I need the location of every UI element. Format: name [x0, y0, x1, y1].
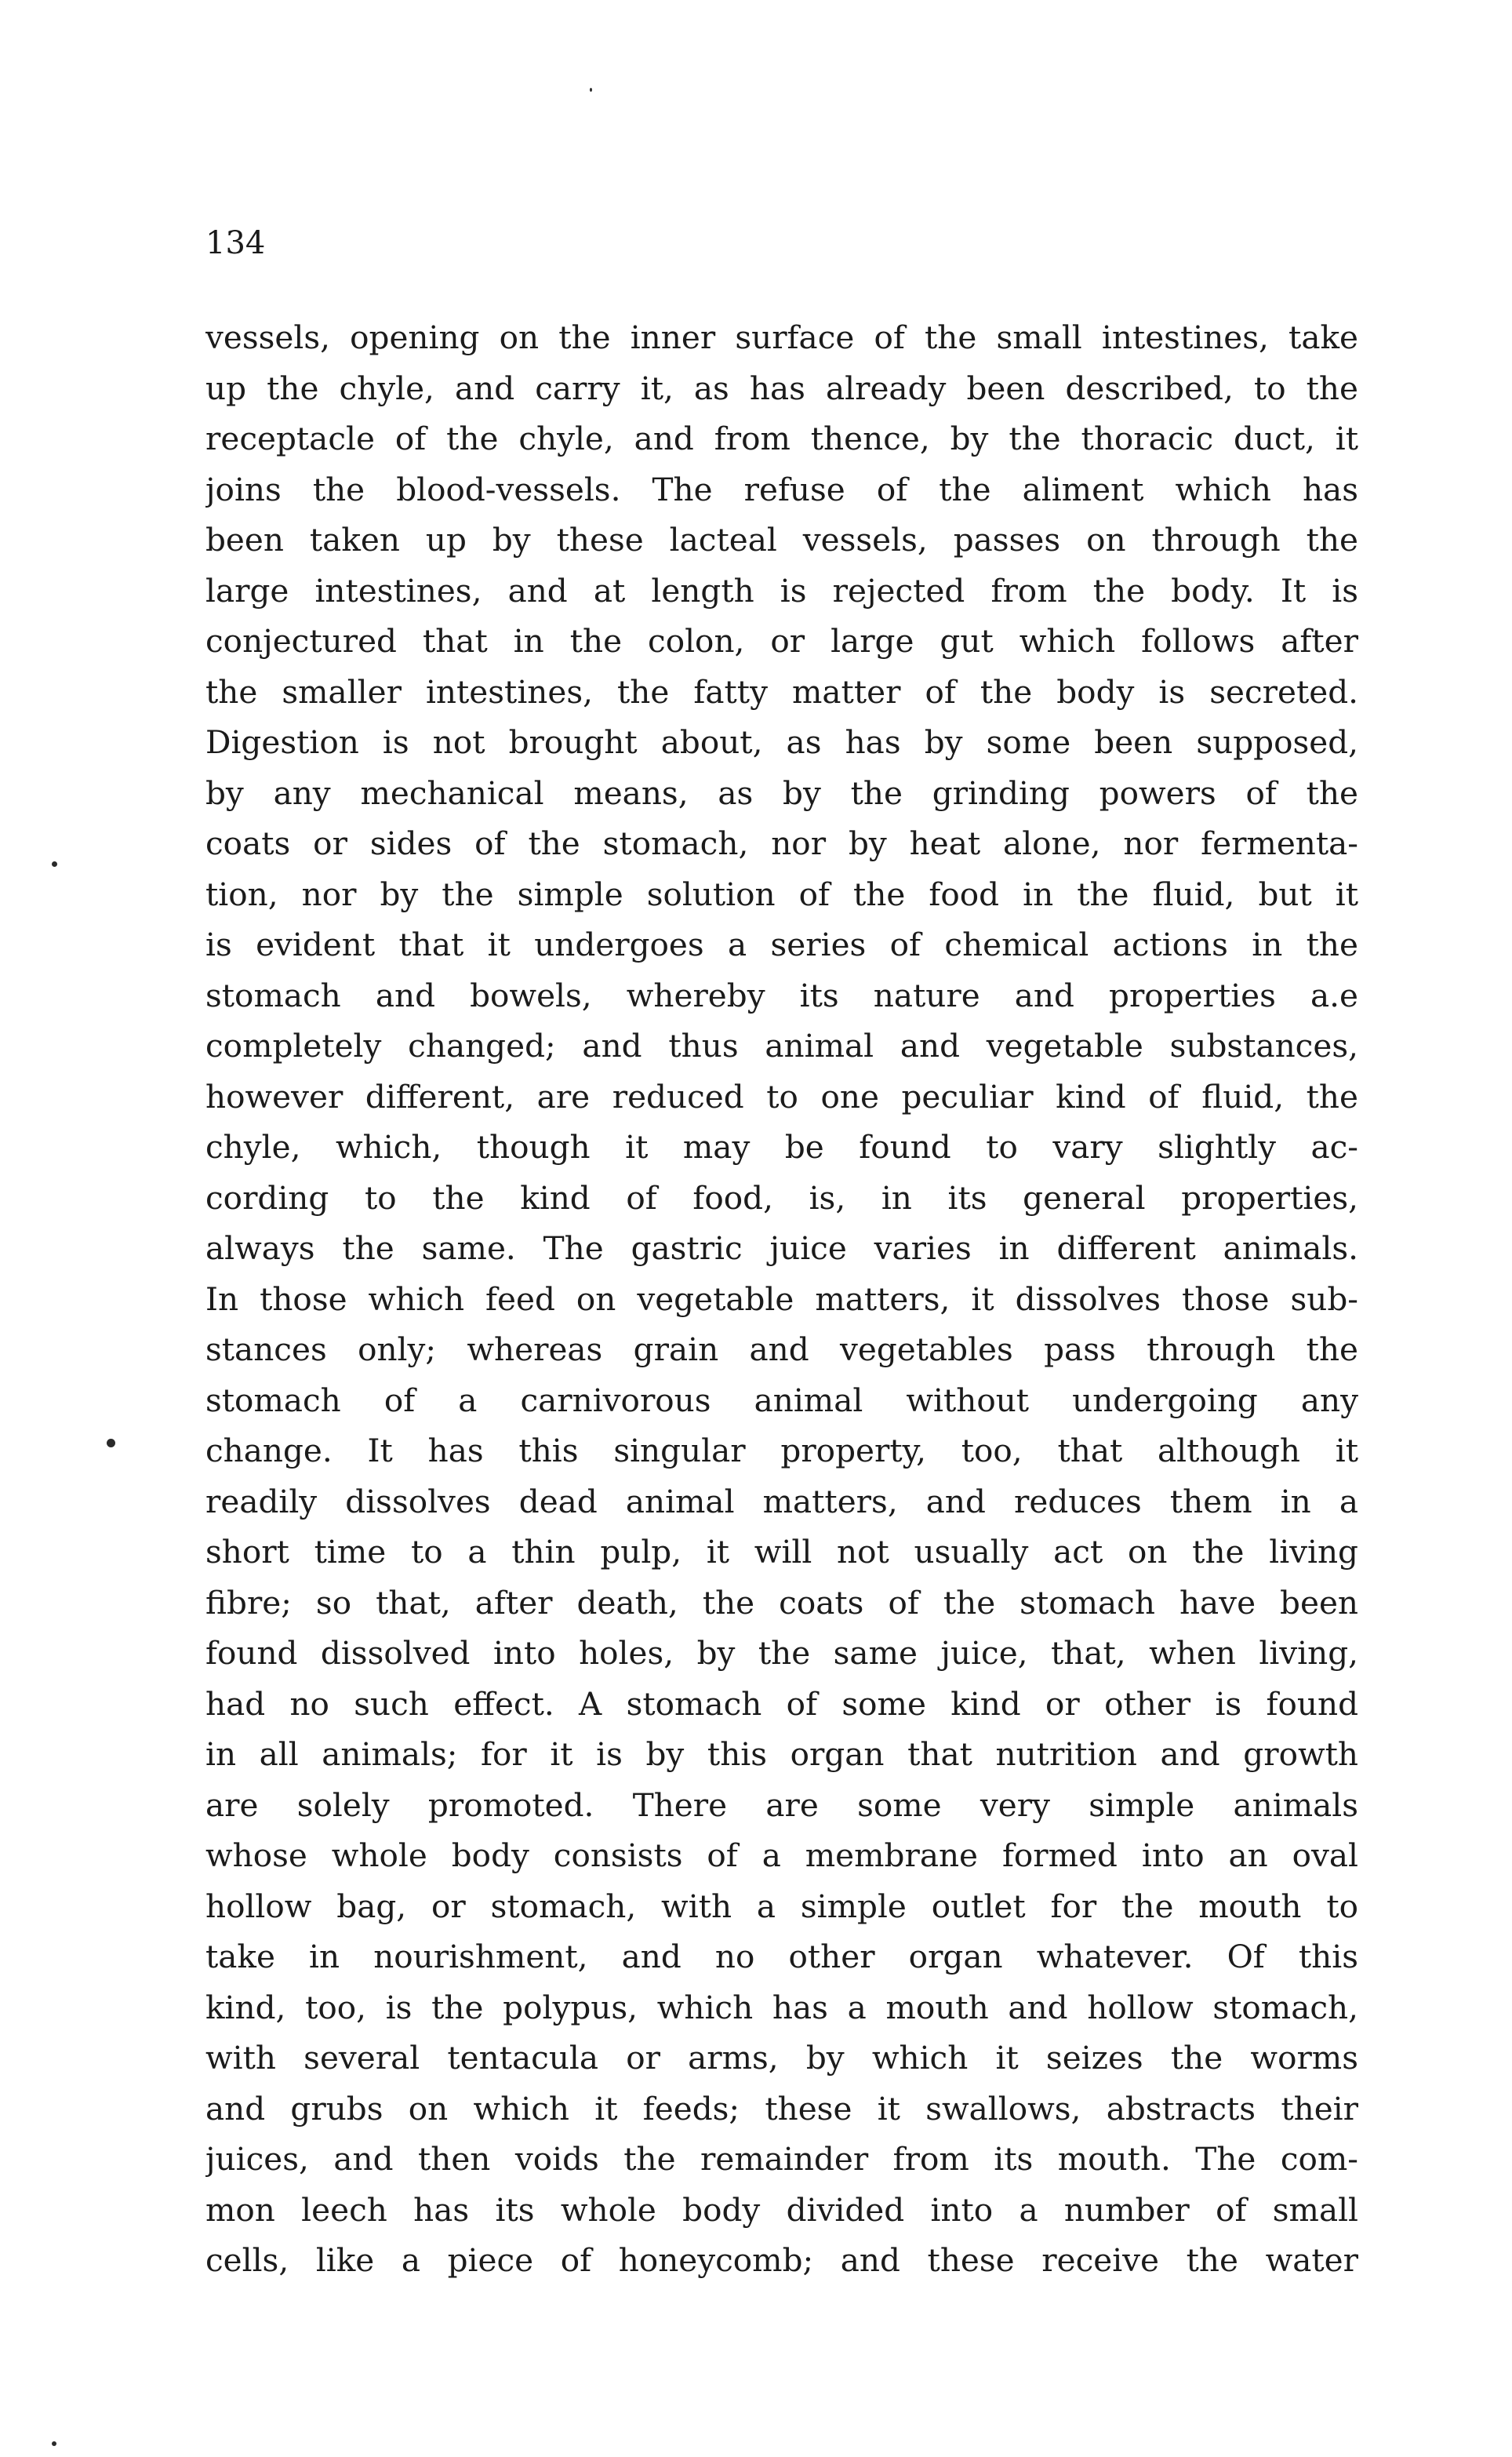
- text-line: by any mechanical means, as by the grinding powers of the: [205, 774, 1358, 812]
- text-line: coats or sides of the stomach, nor by heat alone, nor fermenta-: [205, 824, 1358, 862]
- text-line: cells, like a piece of honeycomb; and these receive the water: [205, 2241, 1358, 2279]
- text-line: change. It has this singular property, too, that although it: [205, 1432, 1358, 1469]
- text-line: In those which feed on vegetable matters, it dissolves those sub-: [205, 1279, 1358, 1318]
- text-line: the smaller intestines, the fatty matter of the body is secreted.: [205, 672, 1358, 711]
- scan-speck: [590, 88, 592, 92]
- scan-speck: [52, 2441, 56, 2446]
- text-line: kind, too, is the polypus, which has a mouth and hollow stomach,: [205, 1988, 1358, 2026]
- body-text: [205, 312, 1358, 2286]
- page-number: 134: [205, 225, 266, 261]
- text-line: cording to the kind of food, is, in its general properties,: [205, 1178, 1358, 1217]
- text-line: vessels, opening on the inner surface of the small intestines, take: [205, 318, 1358, 356]
- text-line: whose whole body consists of a membrane formed into an oval: [205, 1836, 1358, 1874]
- text-line: and grubs on which it feeds; these it swallows, abstracts their: [205, 2089, 1358, 2128]
- text-line: receptacle of the chyle, and from thence, by the thoracic duct, it: [205, 420, 1358, 457]
- text-line: take in nourishment, and no other organ whatever. Of this: [205, 1938, 1358, 1975]
- text-line: hollow bag, or stomach, with a simple outlet for the mouth to: [205, 1887, 1358, 1925]
- text-line: Digestion is not brought about, as has by some been supposed,: [205, 723, 1358, 761]
- text-line: stances only; whereas grain and vegetables pass through the: [205, 1330, 1358, 1368]
- text-line: large intestines, and at length is rejected from the body. It is: [205, 571, 1358, 610]
- text-line: however different, are reduced to one peculiar kind of fluid, the: [205, 1077, 1358, 1116]
- text-line: fibre; so that, after death, the coats of the stomach have been: [205, 1583, 1358, 1622]
- text-line: chyle, which, though it may be found to vary slightly ac-: [205, 1128, 1358, 1166]
- text-line: up the chyle, and carry it, as has already been described, to the: [205, 369, 1358, 407]
- scan-speck: [52, 861, 57, 867]
- text-line: completely changed; and thus animal and vegetable substances,: [205, 1027, 1358, 1065]
- text-line: been taken up by these lacteal vessels, passes on through the: [205, 521, 1358, 559]
- text-line: juices, and then voids the remainder from its mouth. The com-: [205, 2140, 1358, 2178]
- text-line: always the same. The gastric juice varies in different animals.: [205, 1229, 1358, 1267]
- scan-speck: [107, 1439, 115, 1447]
- text-line: with several tentacula or arms, by which it seizes the worms: [205, 2039, 1358, 2077]
- text-line: are solely promoted. There are some very simple animals: [205, 1785, 1358, 1824]
- text-line: conjectured that in the colon, or large gut which follows after: [205, 622, 1358, 660]
- text-line: stomach of a carnivorous animal without undergoing any: [205, 1381, 1358, 1419]
- text-line: joins the blood-vessels. The refuse of the aliment which has: [205, 470, 1358, 508]
- text-line: is evident that it undergoes a series of chemical actions in the: [205, 926, 1358, 963]
- text-line: stomach and bowels, whereby its nature and properties a.e: [205, 976, 1358, 1014]
- text-line: short time to a thin pulp, it will not usually act on the living: [205, 1533, 1358, 1571]
- text-line: had no such effect. A stomach of some kind or other is found: [205, 1684, 1358, 1723]
- text-line: readily dissolves dead animal matters, and reduces them in a: [205, 1482, 1358, 1520]
- text-line: in all animals; for it is by this organ that nutrition and growth: [205, 1735, 1358, 1773]
- text-line: found dissolved into holes, by the same juice, that, when living,: [205, 1634, 1358, 1672]
- text-line: tion, nor by the simple solution of the food in the fluid, but it: [205, 875, 1358, 913]
- text-line: mon leech has its whole body divided into a number of small: [205, 2190, 1358, 2229]
